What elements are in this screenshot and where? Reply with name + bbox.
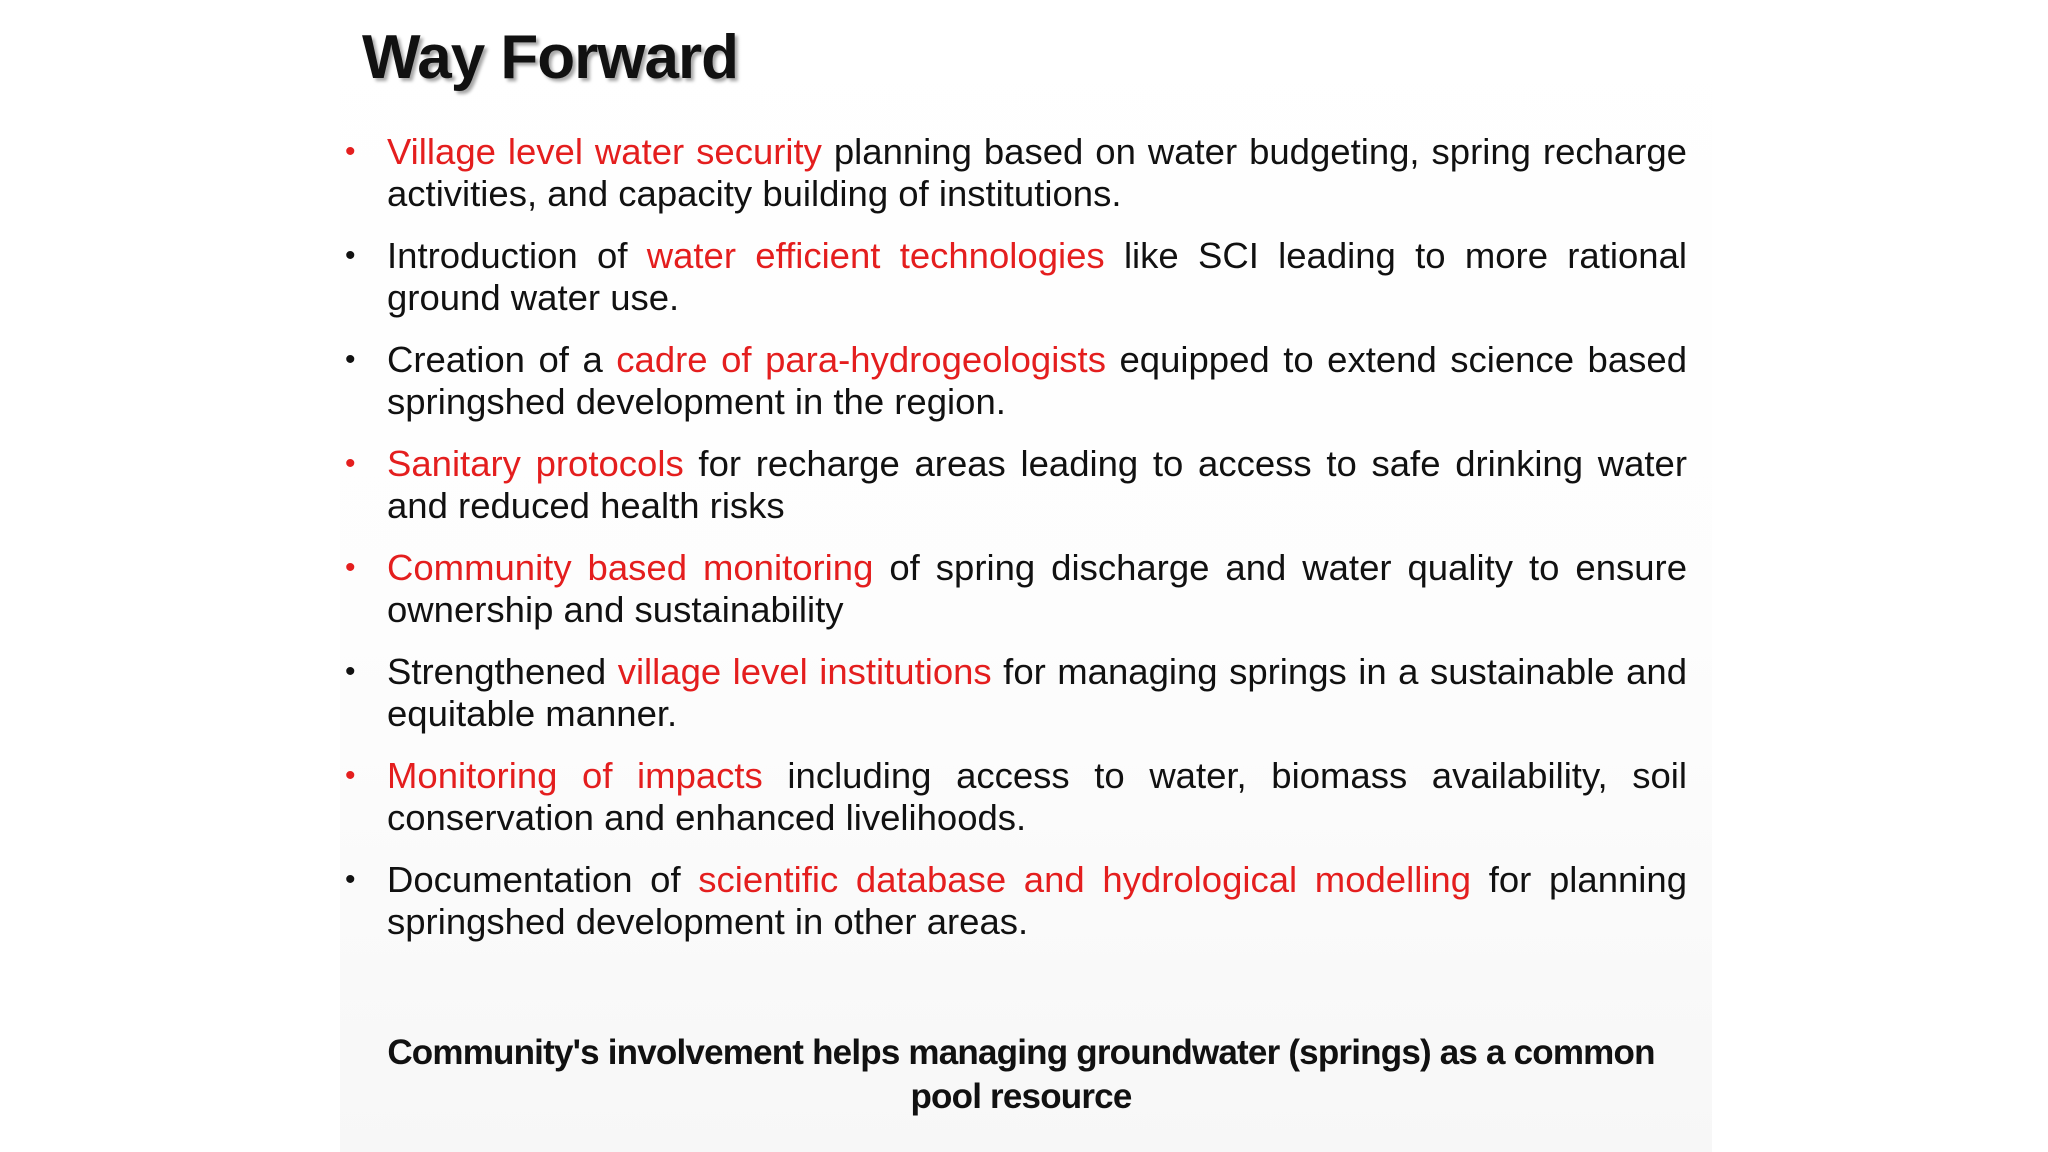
bullet-text-after: like SCI leading to more rational ground water use. — [387, 235, 1687, 318]
bullet-text-after: equipped to extend science based springshed development in the region. — [387, 339, 1688, 422]
bullet-text-before: Strengthened — [387, 651, 618, 692]
bullet-text-after: including access to water, biomass availability, soil conservation and enhanced livelihoods. — [387, 755, 1687, 838]
bullet-highlight: scientific database and hydrological modelling — [698, 859, 1472, 900]
bullet-highlight: cadre of para-hydrogeologists — [616, 339, 1106, 380]
bullet-dot-icon: • — [345, 759, 356, 792]
bullet-item-4 — [345, 443, 1687, 527]
bullet-item-2 — [345, 235, 1687, 319]
bullet-item-7 — [345, 755, 1687, 839]
bullet-item-5 — [345, 547, 1687, 631]
bullet-highlight: village level institutions — [617, 651, 992, 692]
bullet-dot-icon: • — [345, 655, 356, 688]
bullet-dot-icon: • — [345, 343, 356, 376]
bullet-list — [345, 131, 1687, 963]
bullet-highlight: Monitoring of impacts — [387, 755, 763, 796]
bullet-dot-icon: • — [345, 135, 356, 168]
footer-note-line-2: pool resource — [910, 1077, 1132, 1116]
bullet-highlight: Community based monitoring — [387, 547, 874, 588]
bullet-text-after: for managing springs in a sustainable and equitable manner. — [387, 651, 1687, 734]
bullet-item-1 — [345, 131, 1687, 215]
bullet-text-before: Creation of a — [387, 339, 617, 380]
bullet-dot-icon: • — [345, 551, 356, 584]
bullet-dot-icon: • — [345, 863, 356, 896]
bullet-item-3 — [345, 339, 1687, 423]
bullet-text-before: Introduction of — [387, 235, 647, 276]
bullet-item-8 — [345, 859, 1687, 943]
bullet-highlight: Village level water security — [387, 131, 822, 172]
bullet-text-after: planning based on water budgeting, spring recharge activities, and capacity building of institutions. — [387, 131, 1687, 214]
bullet-text-before: Documentation of — [387, 859, 699, 900]
bullet-text-after: for recharge areas leading to access to safe drinking water and reduced health risks — [387, 443, 1687, 526]
bullet-item-6 — [345, 651, 1687, 735]
bullet-highlight: Sanitary protocols — [387, 443, 684, 484]
slide-title: Way Forward — [362, 23, 738, 92]
bullet-highlight: water efficient technologies — [646, 235, 1105, 276]
bullet-text-after: of spring discharge and water quality to ensure ownership and sustainability — [387, 547, 1687, 630]
bullet-dot-icon: • — [345, 239, 356, 272]
bullet-text-after: for planning springshed development in other areas. — [387, 859, 1687, 942]
footer-note-line-1: Community's involvement helps managing groundwater (springs) as a common — [387, 1033, 1655, 1072]
bullet-dot-icon: • — [345, 447, 356, 480]
footer-note — [340, 1031, 1702, 1119]
